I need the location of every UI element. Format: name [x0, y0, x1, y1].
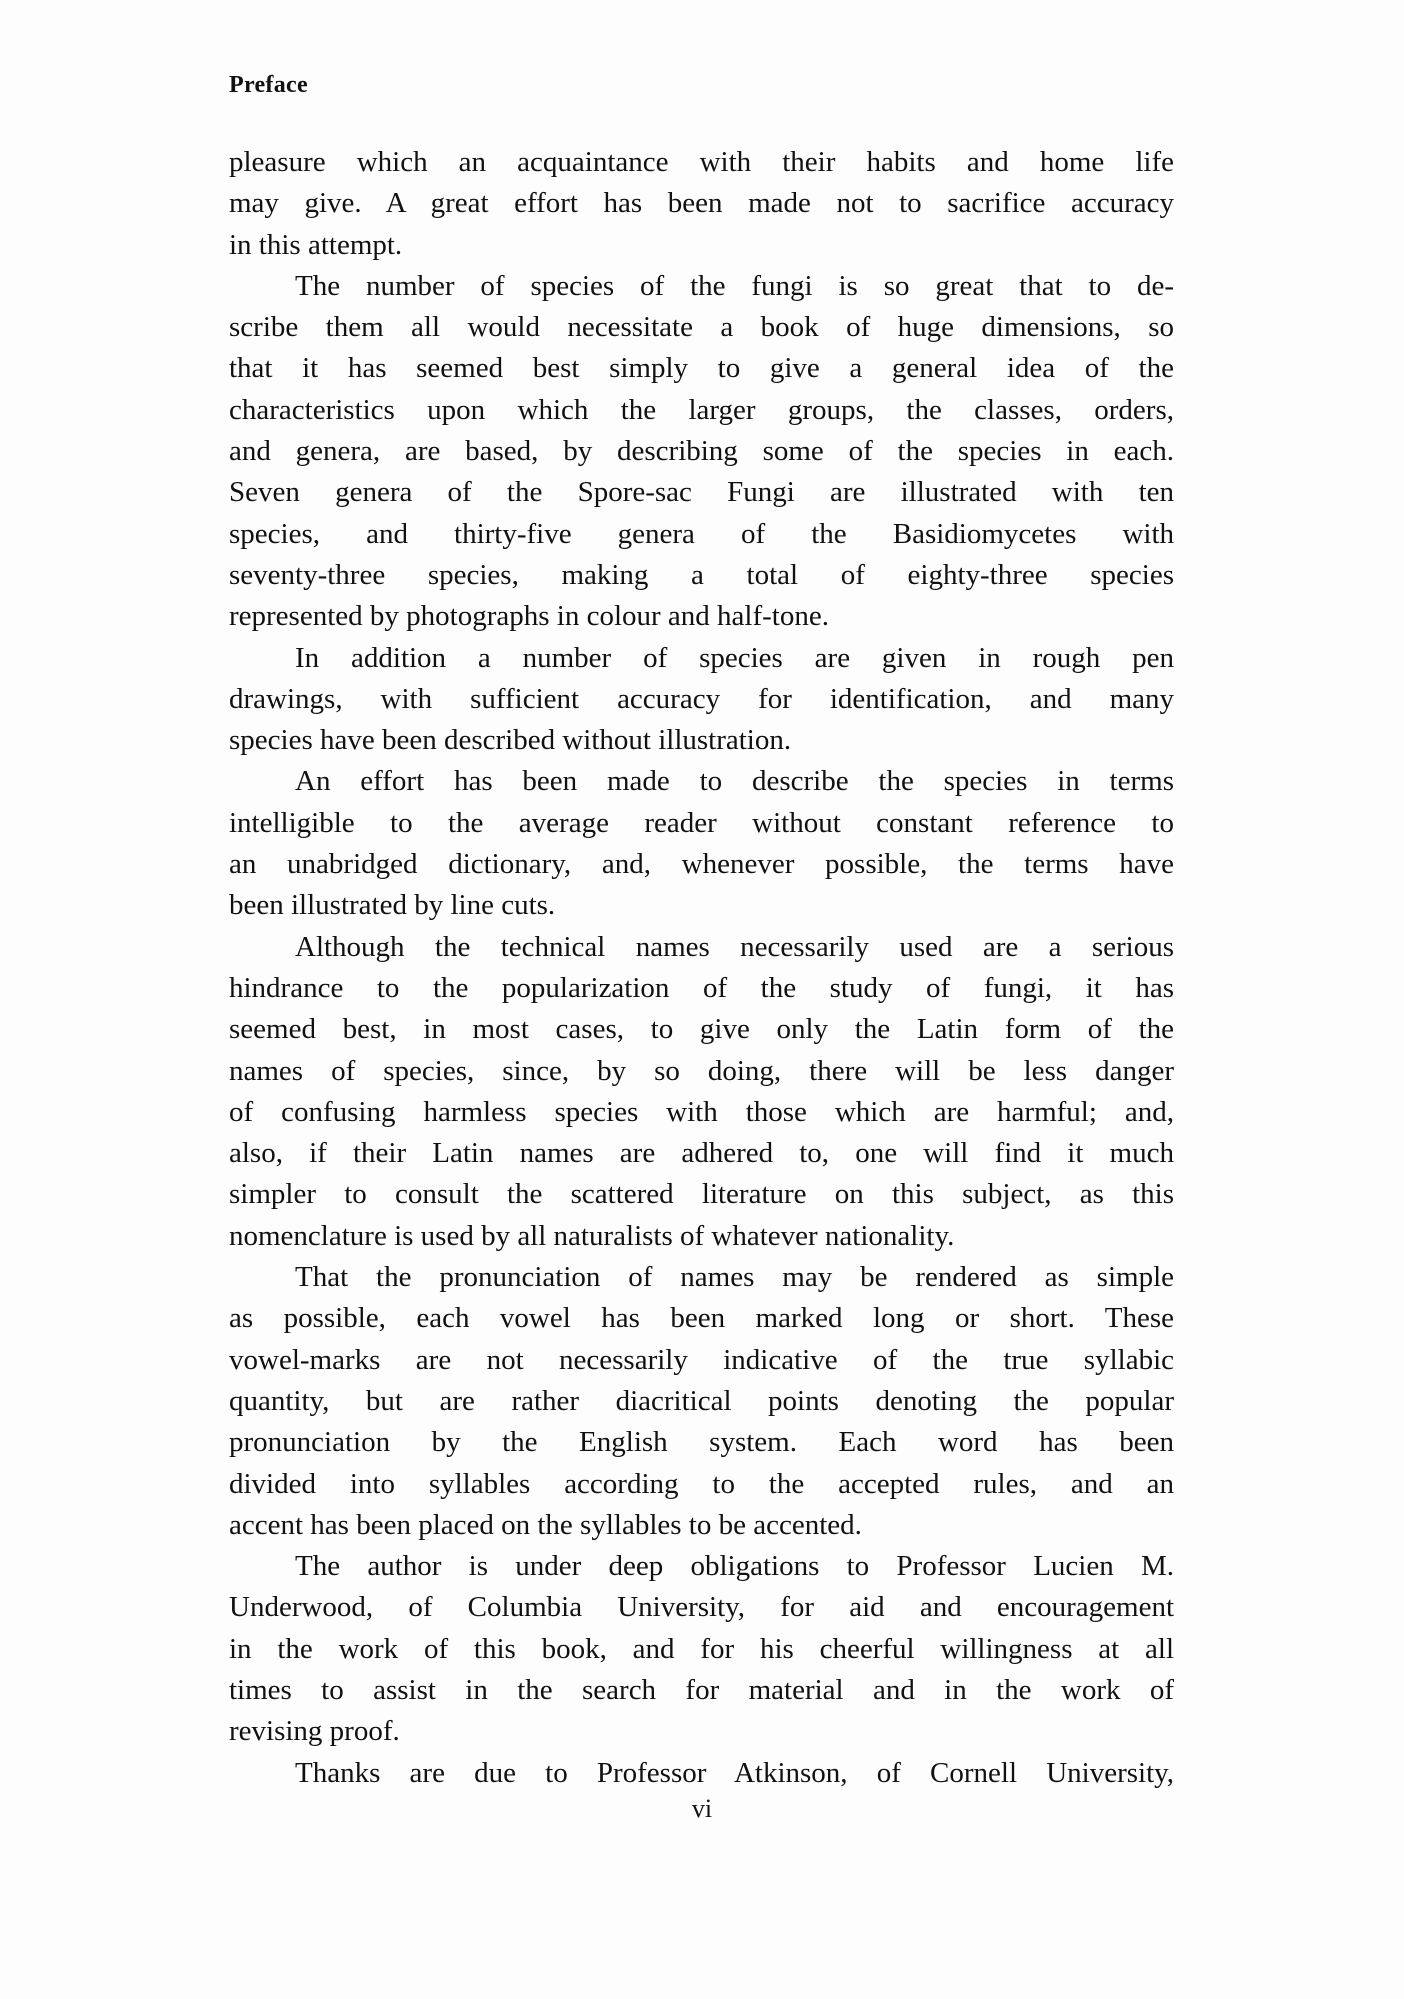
text-line: revising proof. — [229, 1715, 400, 1748]
text-line: scribe them all would necessitate a book of huge dimensions, so — [229, 311, 1174, 344]
text-line: That the pronunciation of names may be rendered as simple — [295, 1261, 1174, 1294]
text-line: species, and thirty-five genera of the Basidiomycetes with — [229, 517, 1174, 550]
text-line: divided into syllables according to the accepted rules, and an — [229, 1467, 1174, 1500]
text-line: hindrance to the popularization of the study of fungi, it has — [229, 971, 1174, 1004]
text-line: The author is under deep obligations to Professor Lucien M. — [295, 1550, 1174, 1583]
text-line: characteristics upon which the larger groups, the classes, orders, — [229, 393, 1174, 426]
text-line: and genera, are based, by describing some of the species in each. — [229, 435, 1174, 468]
text-line: that it has seemed best simply to give a general idea of the — [229, 352, 1174, 385]
paragraph — [229, 638, 1174, 762]
text-line: quantity, but are rather diacritical points denoting the popular — [229, 1384, 1174, 1417]
text-line: pleasure which an acquaintance with their habits and home life — [229, 146, 1174, 178]
paragraph — [229, 142, 1174, 266]
text-line: represented by photographs in colour and half-tone. — [229, 600, 829, 633]
text-line: may give. A great effort has been made not to sacrifice accuracy — [229, 187, 1174, 220]
text-line: been illustrated by line cuts. — [229, 889, 556, 922]
text-line: An effort has been made to describe the species in terms — [295, 765, 1174, 798]
text-line: names of species, since, by so doing, there will be less danger — [229, 1054, 1174, 1087]
text-line: an unabridged dictionary, and, whenever possible, the terms have — [229, 848, 1174, 881]
paragraph — [229, 761, 1174, 926]
paragraph — [229, 266, 1174, 638]
text-line: intelligible to the average reader without constant reference to — [229, 806, 1174, 839]
text-line: Seven genera of the Spore-sac Fungi are illustrated with ten — [229, 476, 1174, 509]
text-line: Thanks are due to Professor Atkinson, of Cornell University, — [295, 1756, 1174, 1789]
paragraph — [229, 1753, 1174, 1794]
text-line: vowel-marks are not necessarily indicative of the true syllabic — [229, 1343, 1174, 1376]
paragraph — [229, 1257, 1174, 1546]
text-line: seemed best, in most cases, to give only the Latin form of the — [229, 1013, 1174, 1046]
text-line: species have been described without illustration. — [229, 724, 792, 757]
text-line: drawings, with sufficient accuracy for identification, and many — [229, 682, 1174, 715]
text-line: accent has been placed on the syllables to be accented. — [229, 1508, 862, 1541]
text-line: Although the technical names necessarily used are a serious — [295, 930, 1174, 963]
running-header: Preface — [229, 72, 308, 98]
paragraph — [229, 927, 1174, 1257]
text-line: in this attempt. — [229, 228, 403, 261]
text-line: The number of species of the fungi is so great that to de- — [295, 269, 1174, 302]
preface-body — [229, 142, 1174, 1794]
text-line: pronunciation by the English system. Each word has been — [229, 1426, 1174, 1459]
text-line: nomenclature is used by all naturalists of whatever nationality. — [229, 1219, 955, 1252]
text-line: as possible, each vowel has been marked long or short. These — [229, 1302, 1174, 1335]
text-line: also, if their Latin names are adhered to, one will find it much — [229, 1137, 1174, 1170]
page-number: vi — [691, 1794, 713, 1823]
text-line: seventy-three species, making a total of eighty-three species — [229, 558, 1174, 591]
text-line: of confusing harmless species with those which are harmful; and, — [229, 1095, 1174, 1128]
text-line: in the work of this book, and for his cheerful willingness at all — [229, 1632, 1174, 1665]
text-line: times to assist in the search for material and in the work of — [229, 1673, 1174, 1706]
paragraph — [229, 1546, 1174, 1752]
text-line: Underwood, of Columbia University, for aid and encouragement — [229, 1591, 1174, 1624]
text-line: simpler to consult the scattered literature on this subject, as this — [229, 1178, 1174, 1211]
text-line: In addition a number of species are given in rough pen — [295, 641, 1174, 674]
